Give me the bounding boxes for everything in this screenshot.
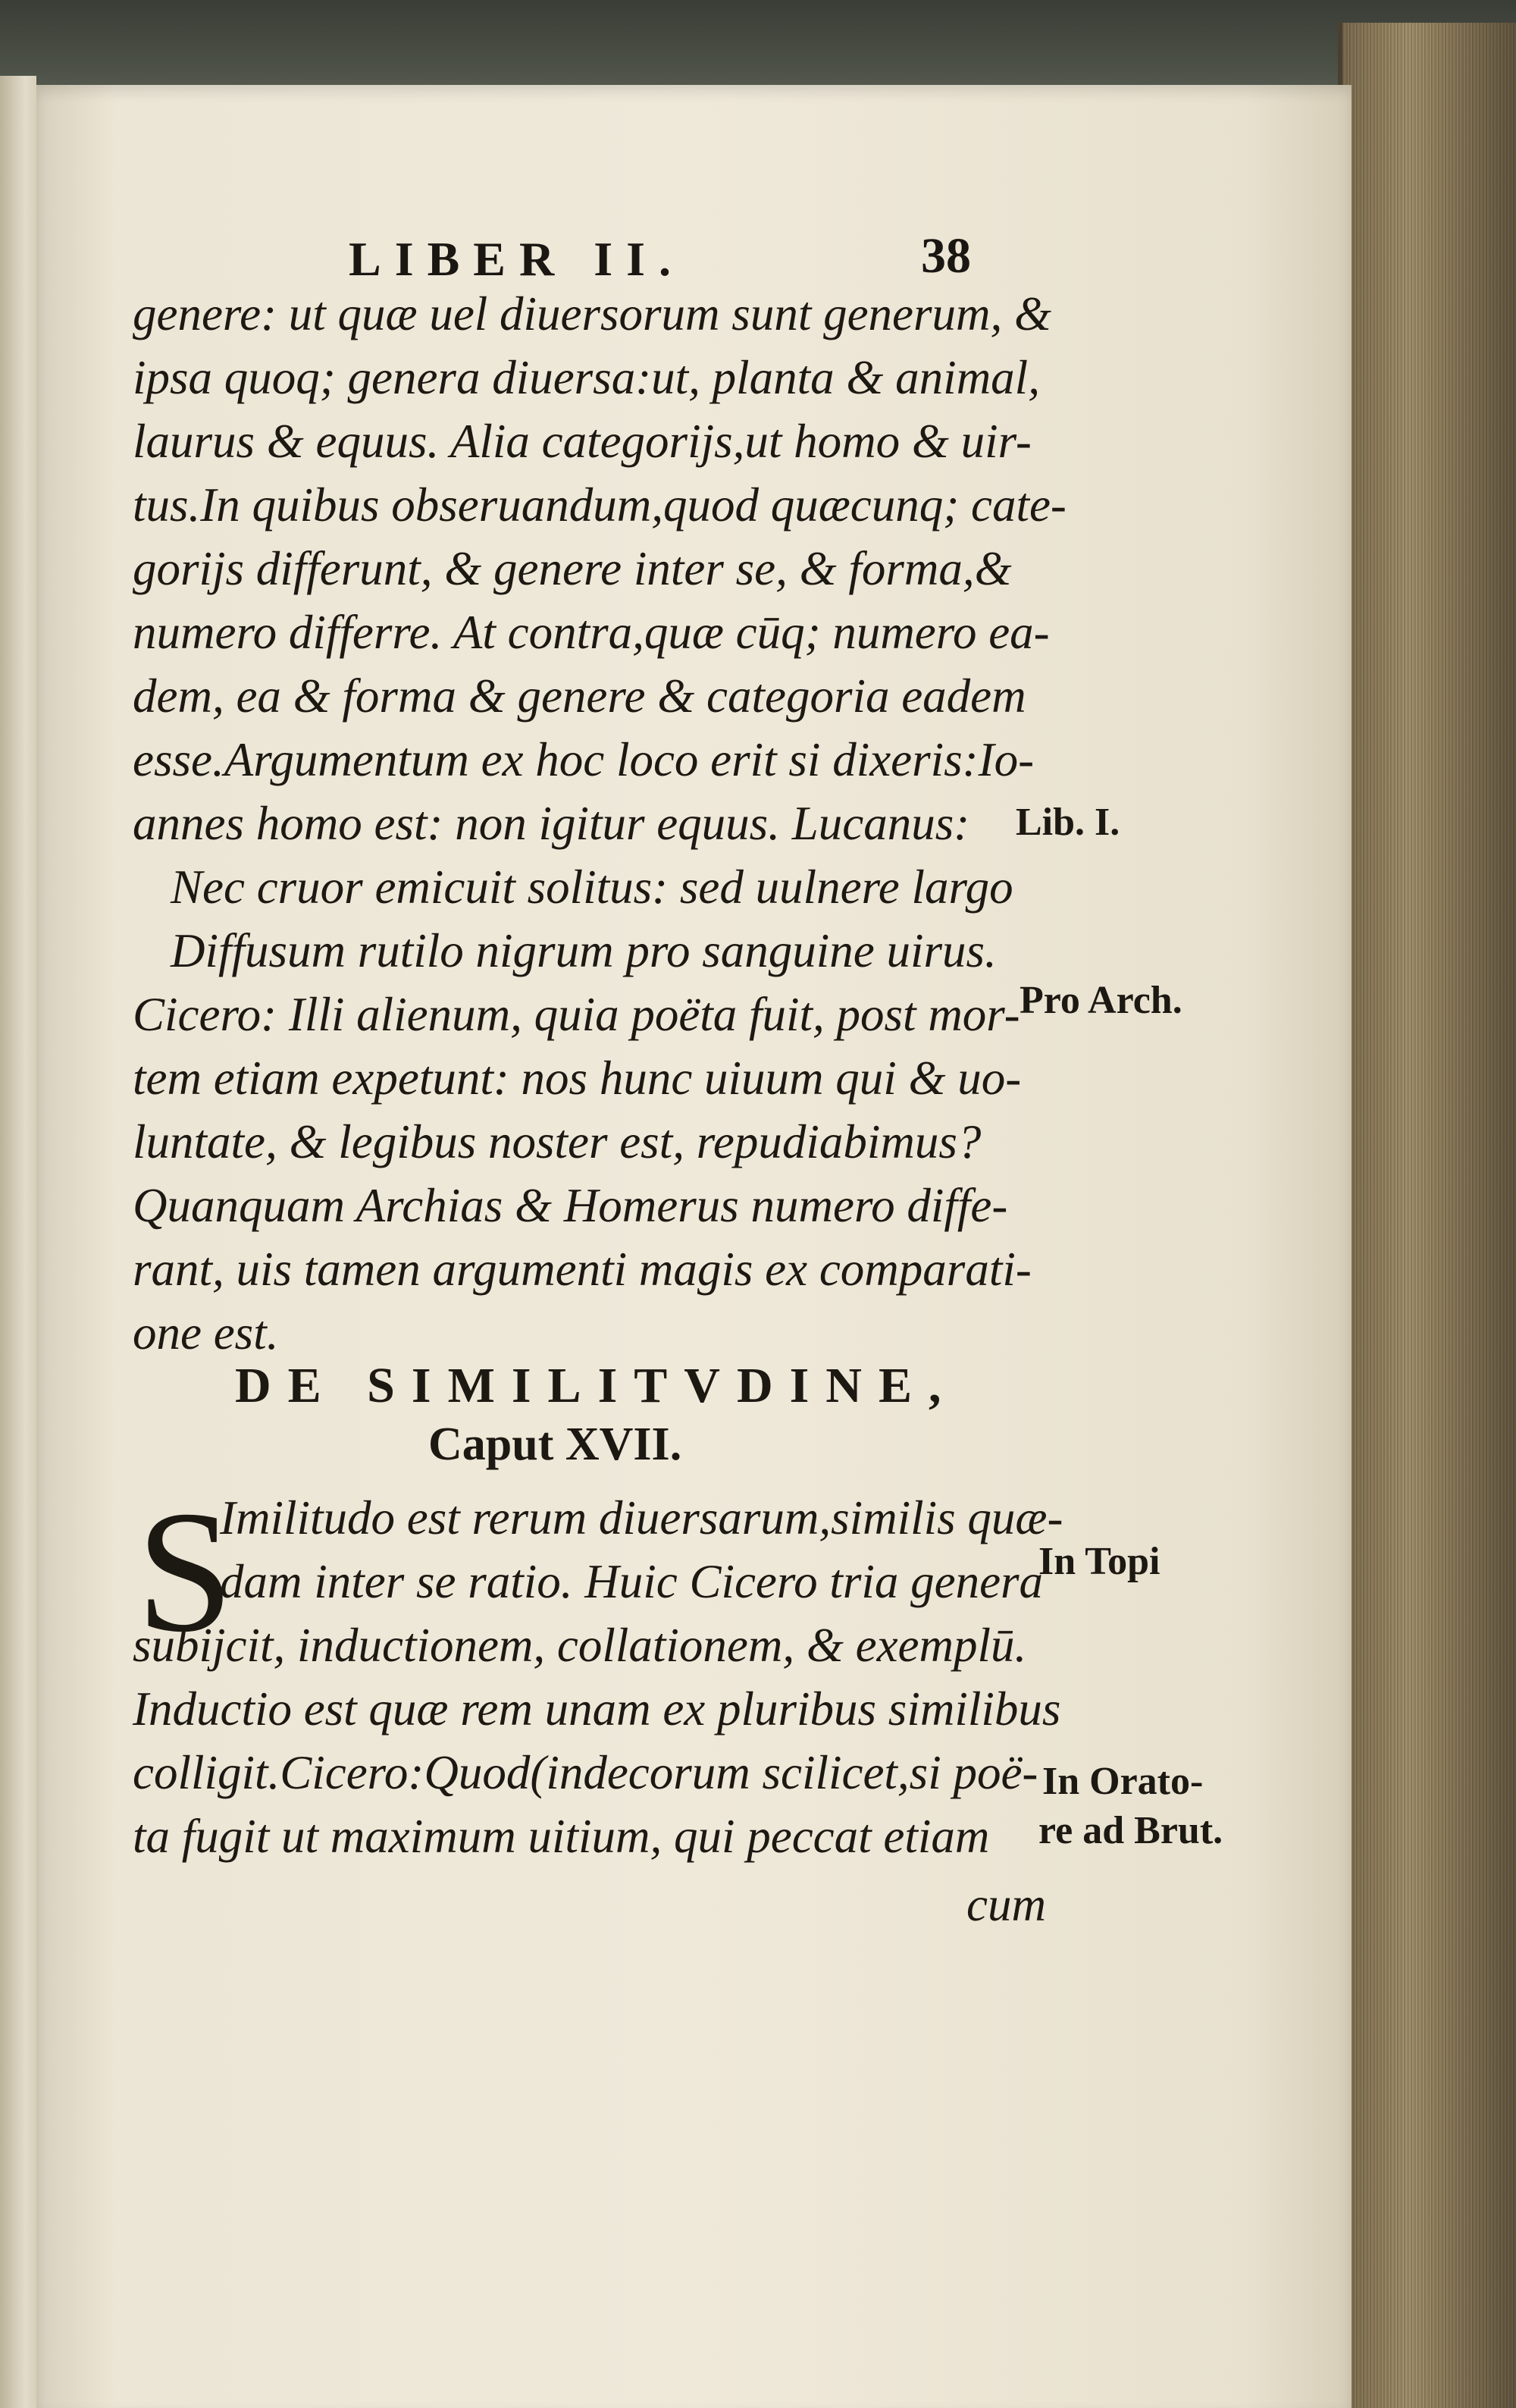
text-line: Inductio est quæ rem unam ex pluribus similibus [133,1682,1061,1735]
text-line: rant, uis tamen argumenti magis ex comparati- [133,1243,1032,1296]
verse-line: Diffusum rutilo nigrum pro sanguine uirus. [171,924,997,977]
text-line: subijcit, inductionem, collationem, & exemplū. [133,1619,1027,1672]
text-line: tem etiam expetunt: nos hunc uiuum qui & uo- [133,1052,1022,1105]
text-line: ipsa quoq; genera diuersa:ut, planta & animal, [133,351,1040,404]
drop-cap: S [136,1475,233,1668]
text-line: esse.Argumentum ex hoc loco erit si dixeris:Io- [133,733,1035,786]
text-line: annes homo est: non igitur equus. Lucanus: [133,797,970,850]
text-line: luntate, & legibus noster est, repudiabimus? [133,1115,982,1168]
text-line: one est. [133,1306,279,1359]
running-head: LIBER II. [349,232,684,286]
left-page-edge [0,76,36,2408]
verse-line: Nec cruor emicuit solitus: sed uulnere largo [171,861,1013,914]
text-line: colligit.Cicero:Quod(indecorum scilicet,si poë- [133,1746,1038,1799]
text-line: numero differre. At contra,quæ cūq; numero ea- [133,606,1050,659]
text-line: laurus & equus. Alia categorijs,ut homo & uir- [133,415,1032,468]
marginal-note: In Orato- [1042,1760,1204,1803]
folio-number: 38 [921,228,971,284]
chapter-number: Caput XVII. [428,1419,682,1470]
text-line: Imilitudo est rerum diuersarum,similis quæ- [220,1491,1063,1544]
text-line: gorijs differunt, & genere inter se, & forma,& [133,542,1012,595]
text-line: ta fugit ut maximum uitium, qui peccat etiam [133,1810,990,1863]
section-heading: DE SIMILITVDINE, [235,1358,958,1413]
text-line: Quanquam Archias & Homerus numero diffe- [133,1179,1008,1232]
text-line: dam inter se ratio. Huic Cicero tria genera [220,1555,1044,1608]
marginal-note: Pro Arch. [1020,979,1182,1022]
catchword: cum [966,1878,1046,1931]
marginal-note: In Topi [1038,1540,1160,1583]
text-line: Cicero: Illi alienum, quia poëta fuit, post mor- [133,988,1020,1041]
marginal-note: Lib. I. [1016,801,1120,844]
text-line: tus.In quibus obseruandum,quod quæcunq; cate- [133,478,1067,531]
marginal-note: re ad Brut. [1038,1809,1223,1852]
text-line: genere: ut quæ uel diuersorum sunt generum, & [133,287,1052,340]
text-line: dem, ea & forma & genere & categoria eadem [133,669,1026,723]
